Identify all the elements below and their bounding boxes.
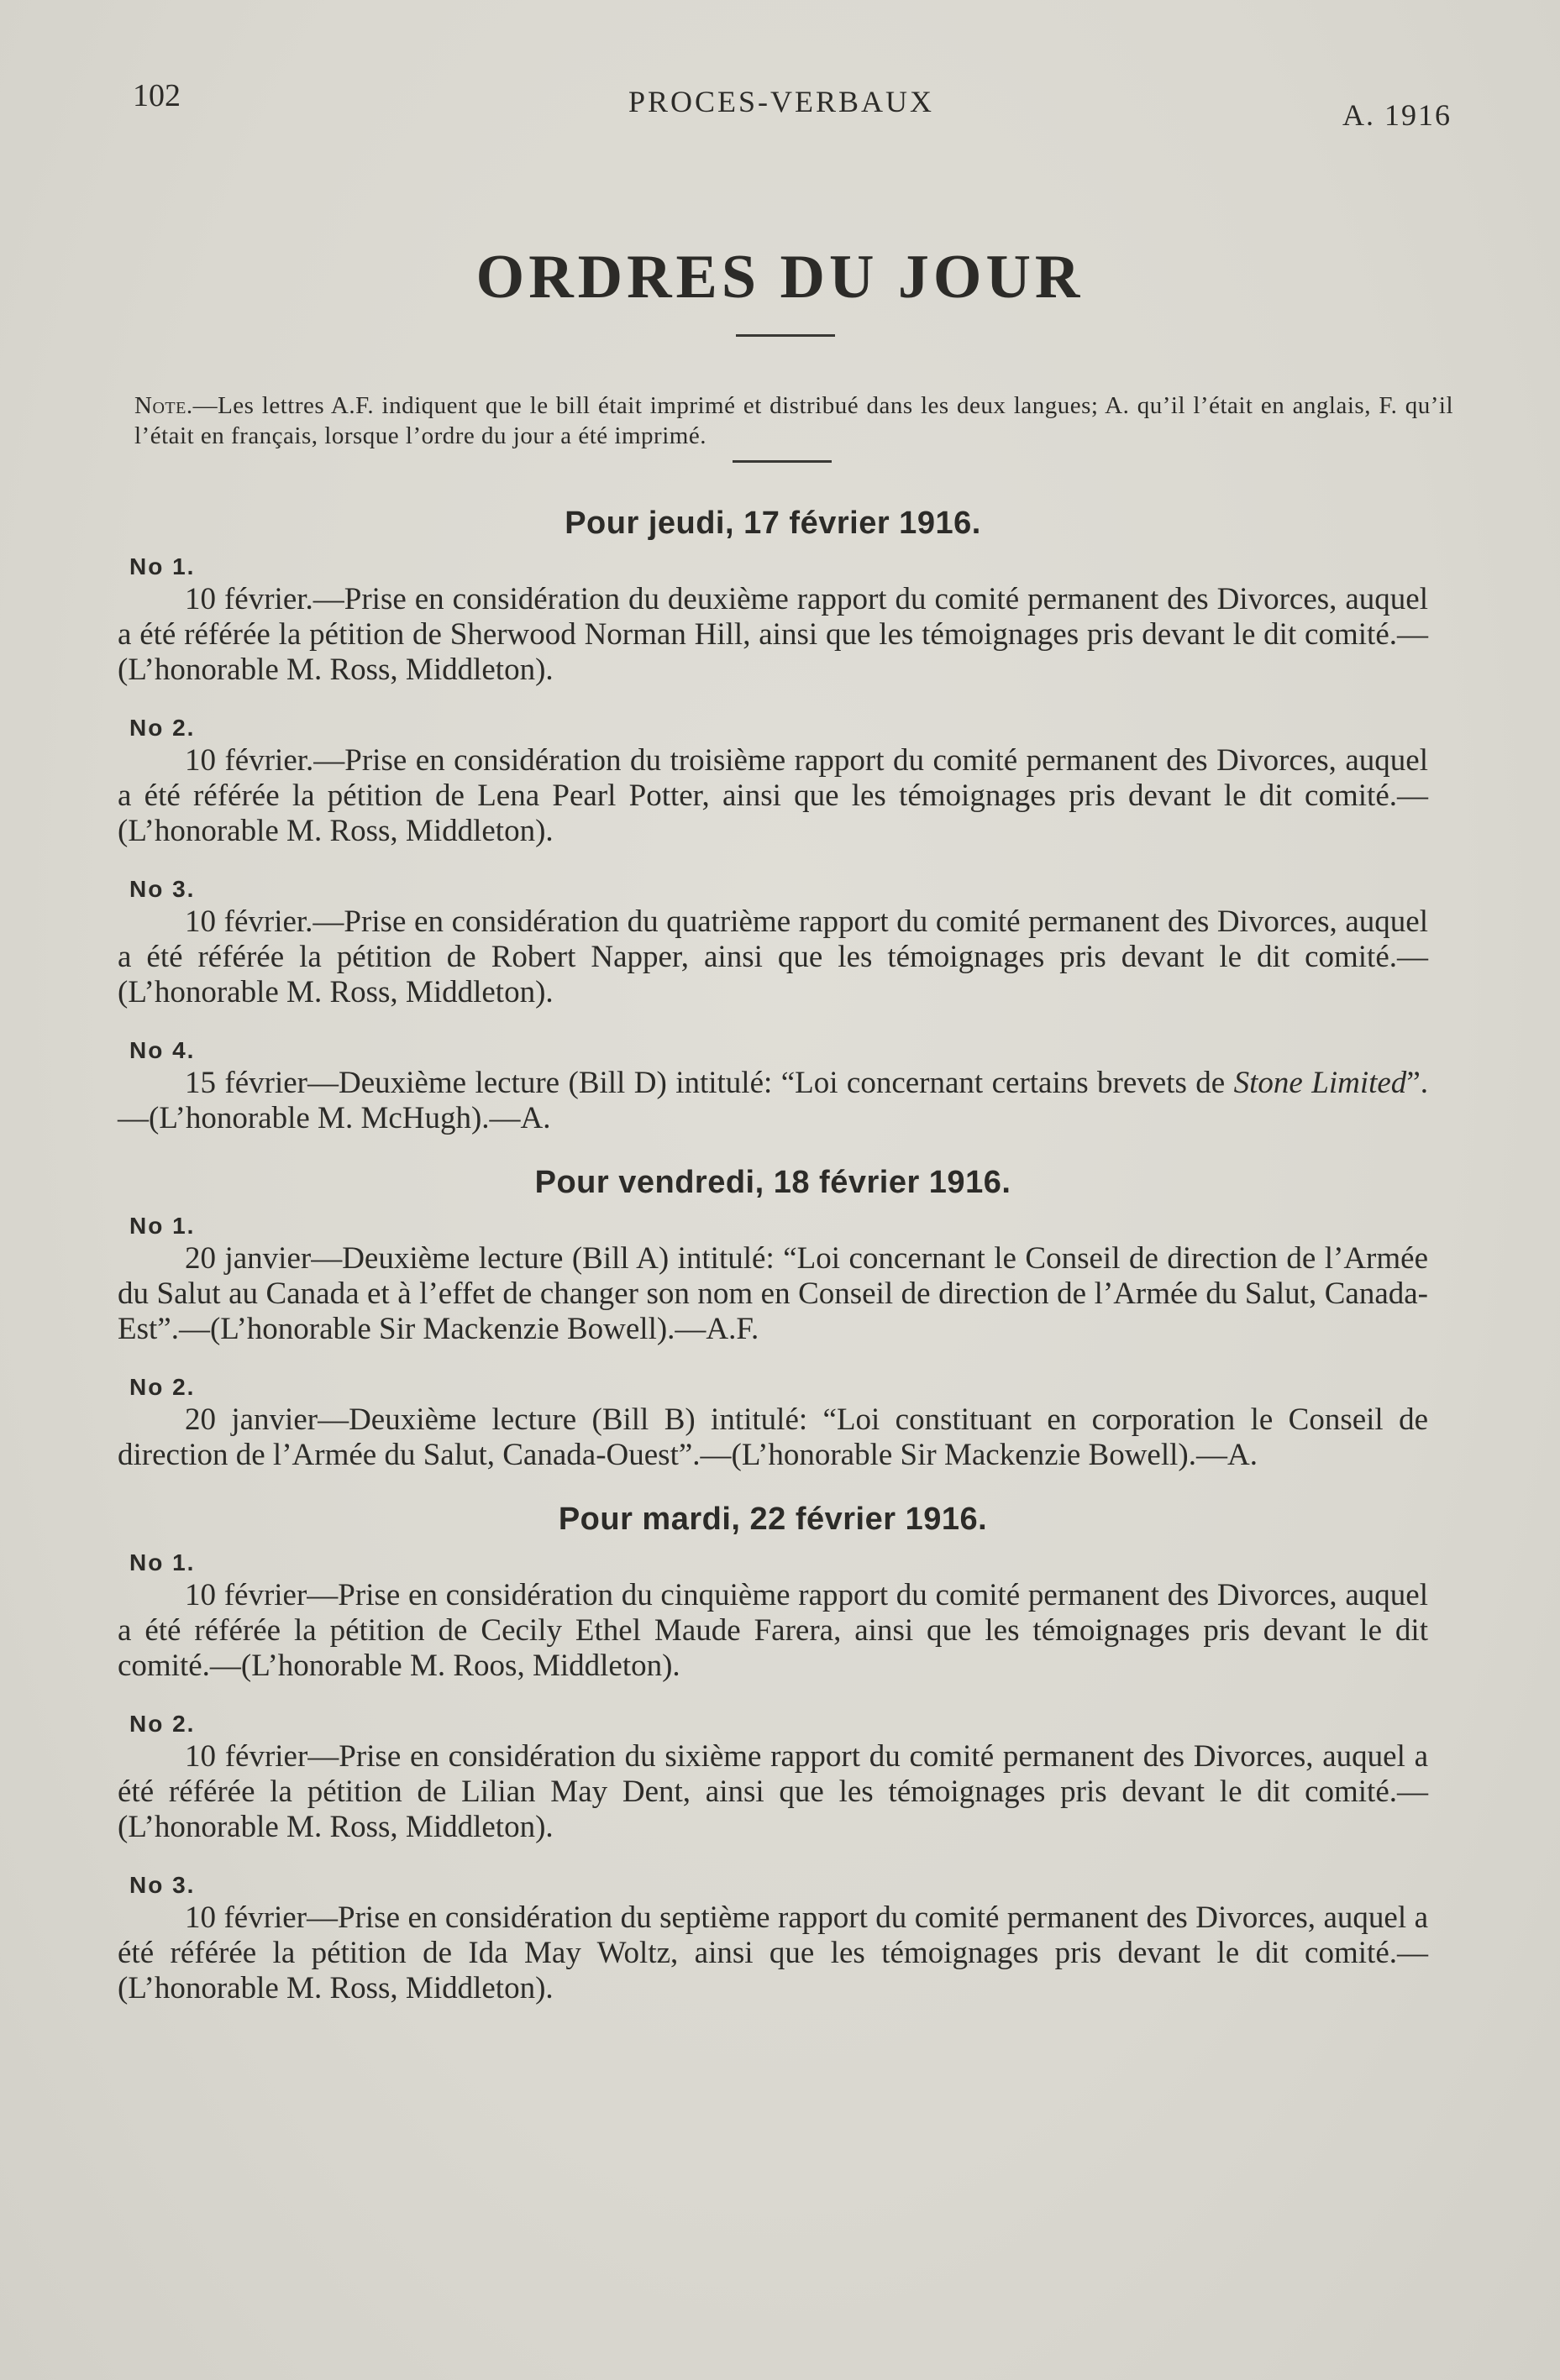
note-lead: Note.	[134, 392, 193, 419]
day-section	[118, 506, 1428, 1136]
editorial-note	[134, 391, 1453, 451]
order-number: No 1.	[129, 1549, 196, 1575]
day-section	[118, 1502, 1428, 2006]
page-title: ORDRES DU JOUR	[475, 243, 1085, 312]
order-number: No 2.	[129, 1374, 196, 1400]
running-title: PROCES-VERBAUX	[628, 85, 935, 118]
order-item	[118, 1213, 1428, 1347]
order-text: 20 janvier—Deuxième lecture (Bill A) intitulé: “Loi concernant le Conseil de direction de l’Armée du Salut au Canada et à l’effet de changer son nom en Conseil de direction de l’Armée du Salut, Canada-Est”.—(L’honorable Sir Mackenzie Bowell).—A.F.	[118, 1241, 1428, 1346]
order-item	[118, 1374, 1428, 1473]
order-item	[118, 1549, 1428, 1684]
order-text: 10 février.—Prise en considération du quatrième rapport du comité permanent des Divorces, auquel a été référée la pétition de Robert Napper, ainsi que les témoignages pris devant le dit comité.—(L’honorable M. Ross, Middleton).	[118, 904, 1428, 1009]
order-item	[118, 876, 1428, 1010]
session-year: A. 1916	[1342, 98, 1452, 132]
order-text: 20 janvier—Deuxième lecture (Bill B) intitulé: “Loi constituant en corporation le Conseil de direction de l’Armée du Salut, Canada-Ouest”.—(L’honorable Sir Mackenzie Bowell).—A.	[118, 1402, 1428, 1472]
order-text: 10 février—Prise en considération du septième rapport du comité permanent des Divorces, auquel a été référée la pétition de Ida May Woltz, ainsi que les témoignages pris devant le dit comité.—(L’honorable M. Ross, Middleton).	[118, 1900, 1428, 2005]
order-text-part: ”.—(L’honorable M. McHugh).—A.	[118, 1066, 1428, 1135]
title-divider	[736, 334, 835, 337]
note-divider	[733, 460, 832, 463]
day-heading: Pour mardi, 22 février 1916.	[558, 1502, 988, 1537]
order-text: 10 février.—Prise en considération du deuxième rapport du comité permanent des Divorces, auquel a été référée la pétition de Sherwood Norman Hill, ainsi que les témoignages pris devant le dit comité.—(L’honorable M. Ross, Middleton).	[118, 582, 1428, 687]
order-number: No 3.	[129, 876, 196, 902]
day-section	[118, 1165, 1428, 1473]
order-item	[118, 715, 1428, 849]
order-number: No 2.	[129, 715, 196, 741]
order-text: 10 février—Prise en considération du cinquième rapport du comité permanent des Divorces, auquel a été référée la pétition de Cecily Ethel Maude Farera, ainsi que les témoignages pris devant le dit comité.—(L’honorable M. Roos, Middleton).	[118, 1578, 1428, 1683]
running-header	[126, 77, 1452, 132]
order-item	[118, 1037, 1428, 1136]
order-number: No 1.	[129, 1213, 196, 1239]
orders-content	[118, 506, 1428, 2035]
order-number: No 3.	[129, 1872, 196, 1898]
order-number: No 2.	[129, 1711, 196, 1737]
order-text-part: 15 février—Deuxième lecture (Bill D) intitulé: “Loi concernant certains brevets de	[185, 1066, 1234, 1100]
day-heading: Pour vendredi, 18 février 1916.	[534, 1165, 1011, 1200]
order-item	[118, 1872, 1428, 2006]
page-number: 102	[133, 78, 181, 113]
order-text-italic: Stone Limited	[1233, 1066, 1407, 1100]
order-item	[118, 553, 1428, 688]
note-text: —Les lettres A.F. indiquent que le bill était imprimé et distribué dans les deux langues; A. qu’il l’était en anglais, F. qu’il l’était en français, lorsque l’ordre du jour a été imprimé.	[134, 392, 1453, 449]
order-text	[118, 1066, 1428, 1136]
order-number: No 1.	[129, 553, 196, 579]
day-heading: Pour jeudi, 17 février 1916.	[565, 506, 981, 541]
order-number: No 4.	[129, 1037, 196, 1063]
order-text: 10 février—Prise en considération du sixième rapport du comité permanent des Divorces, auquel a été référée la pétition de Lilian May Dent, ainsi que les témoignages pris devant le dit comité.—(L’honorable M. Ross, Middleton).	[118, 1739, 1428, 1844]
order-text: 10 février.—Prise en considération du troisième rapport du comité permanent des Divorces, auquel a été référée la pétition de Lena Pearl Potter, ainsi que les témoignages pris devant le dit comité.—(L’honorable M. Ross, Middleton).	[118, 743, 1428, 848]
order-item	[118, 1711, 1428, 1845]
